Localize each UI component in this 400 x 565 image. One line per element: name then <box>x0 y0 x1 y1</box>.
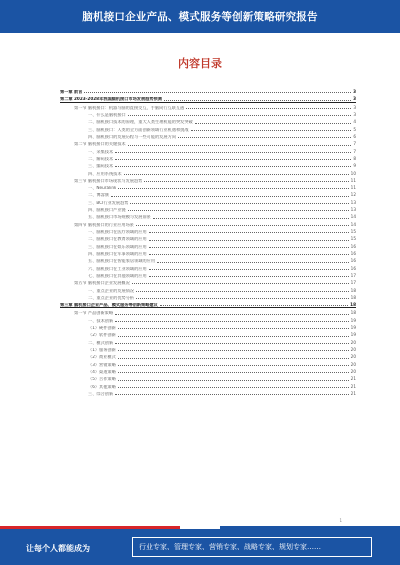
toc-entry[interactable] <box>60 190 356 197</box>
toc-entry[interactable] <box>60 345 356 352</box>
toc-entry-title: （6）其他策略 <box>88 384 116 389</box>
toc-entry-page: 7 <box>353 148 356 154</box>
toc-entry-page: 21 <box>350 383 356 389</box>
toc-entry[interactable] <box>60 316 356 323</box>
toc-entry[interactable] <box>60 367 356 374</box>
toc-entry-title: 第一节 脑机接口：机器与脑的直接交互，手脑同行互联互通 <box>74 105 185 110</box>
toc-entry-page: 16 <box>350 250 356 256</box>
toc-leader-dots <box>118 328 349 329</box>
toc-entry[interactable] <box>60 300 356 308</box>
toc-entry-title: 三、编码技术 <box>88 164 114 169</box>
toc-leader-dots <box>118 358 349 359</box>
toc-leader-dots <box>136 298 349 299</box>
toc-entry-title: 三、脑机接口：人类的全方面创新领域行业机遇和挑战 <box>88 127 189 132</box>
toc-entry-page: 4 <box>353 119 356 125</box>
toc-entry-page: 9 <box>353 163 356 169</box>
toc-entry-page: 20 <box>350 354 356 360</box>
toc-entry-title: 第一节 产品创新策略 <box>74 311 114 316</box>
toc-entry-title: 四、脑机接口在军事领域的应用 <box>88 251 147 256</box>
toc-entry-title: 二、解码技术 <box>88 156 114 161</box>
toc-entry[interactable] <box>60 285 356 292</box>
toc-leader-dots <box>118 188 348 189</box>
toc-entry-title: 六、脑机接口在工业领域的应用 <box>88 266 147 271</box>
toc-entry[interactable] <box>60 352 356 359</box>
toc-entry[interactable] <box>60 161 356 168</box>
toc-entry-title: （1）服务创新 <box>88 348 116 353</box>
toc-entry[interactable] <box>60 212 356 219</box>
toc-entry-title: 三、脑机接口在娱乐领域的应用 <box>88 244 147 249</box>
footer-bar <box>0 526 400 565</box>
toc-entry-page: 21 <box>350 390 356 396</box>
toc-entry[interactable] <box>60 176 356 183</box>
toc-entry-title: 一、采集技术 <box>88 149 114 154</box>
toc-entry-page: 14 <box>350 221 356 227</box>
toc-entry-title: 一、Neuralink <box>88 186 117 191</box>
toc-entry-page: 6 <box>353 133 356 139</box>
toc-entry[interactable] <box>60 323 356 330</box>
footer-slogan: 让每个人都能成为 <box>26 544 90 553</box>
toc-entry-title: 一、脑机接口在医疗领域的应用 <box>88 230 147 235</box>
toc-entry-title: （3）营销策略 <box>88 362 116 367</box>
toc-leader-dots <box>115 394 349 395</box>
toc-entry[interactable] <box>60 183 356 190</box>
toc-leader-dots <box>149 247 349 248</box>
toc-entry-title: （2）软件创新 <box>88 333 116 338</box>
toc-entry-page: 20 <box>350 368 356 374</box>
toc-entry-page: 3 <box>353 112 356 118</box>
toc-entry[interactable] <box>60 220 356 227</box>
toc-entry-title: （4）渠道策略 <box>88 369 116 374</box>
toc-entry[interactable] <box>60 308 356 315</box>
toc-entry-title: （2）商业模式 <box>88 355 116 360</box>
toc-leader-dots <box>195 123 352 124</box>
toc-entry-title: 五、脑机接口在智能家居领域的应用 <box>88 259 156 264</box>
toc-entry[interactable] <box>60 382 356 389</box>
toc-entry-page: 14 <box>350 214 356 220</box>
toc-leader-dots <box>164 100 351 101</box>
toc-entry[interactable] <box>60 278 356 285</box>
toc-entry[interactable] <box>60 271 356 278</box>
toc-entry-title: 三、综合创新 <box>88 391 114 396</box>
toc-leader-dots <box>149 269 349 270</box>
toc-entry[interactable] <box>60 205 356 212</box>
toc-entry-page: 20 <box>350 339 356 345</box>
toc-entry[interactable] <box>60 330 356 337</box>
toc-leader-dots <box>118 350 349 351</box>
toc-leader-dots <box>149 240 349 241</box>
toc-leader-dots <box>124 174 349 175</box>
toc-entry-page: 18 <box>350 294 356 300</box>
toc-entry-page: 13 <box>350 207 356 213</box>
toc-leader-dots <box>128 145 352 146</box>
toc-entry[interactable] <box>60 154 356 161</box>
report-title: 脑机接口企业产品、模式服务等创新策略研究报告 <box>82 11 318 23</box>
toc-leader-dots <box>178 137 351 138</box>
toc-entry[interactable] <box>60 264 356 271</box>
toc-leader-dots <box>115 314 349 315</box>
toc-leader-dots <box>191 130 352 131</box>
toc-leader-dots <box>149 276 349 277</box>
toc-entry[interactable] <box>60 249 356 256</box>
toc-entry-title: （5）合作策略 <box>88 377 116 382</box>
toc-entry-page: 19 <box>350 317 356 323</box>
toc-entry-page: 11 <box>350 177 356 183</box>
toc-entry-page: 13 <box>350 199 356 205</box>
page-number: 1 <box>339 518 342 523</box>
footer-slogan-box: 行业专家、管理专家、营销专家、战略专家、规划专家…… <box>132 537 372 557</box>
toc-entry-title: 二、模式创新 <box>88 340 114 345</box>
toc-entry[interactable] <box>60 139 356 146</box>
toc-entry[interactable] <box>60 389 356 396</box>
toc-entry[interactable] <box>60 360 356 367</box>
toc-entry-page: 11 <box>350 185 356 191</box>
toc-entry[interactable] <box>60 125 356 132</box>
toc-leader-dots <box>118 387 349 388</box>
toc-entry[interactable] <box>60 293 356 300</box>
toc-entry-page: 17 <box>350 272 356 278</box>
toc-entry[interactable] <box>60 147 356 154</box>
toc-entry-page: 15 <box>350 236 356 242</box>
toc-entry[interactable] <box>60 94 356 102</box>
toc-entry[interactable] <box>60 198 356 205</box>
toc-entry-page: 19 <box>350 332 356 338</box>
toc-entry-page: 19 <box>350 325 356 331</box>
toc-entry-title: 七、脑机接口在其他领域的应用 <box>88 273 147 278</box>
toc-entry-title: 二、重点企业的优势分析 <box>88 295 135 300</box>
report-header-bar <box>0 0 400 33</box>
toc-entry-page: 12 <box>350 192 356 198</box>
toc-entry[interactable] <box>60 227 356 234</box>
toc-entry[interactable] <box>60 132 356 139</box>
toc-entry-page: 7 <box>353 141 356 147</box>
toc-entry[interactable] <box>60 234 356 241</box>
toc-entry-page: 17 <box>350 280 356 286</box>
toc-leader-dots <box>136 225 349 226</box>
toc-entry-page: 16 <box>350 265 356 271</box>
toc-entry[interactable] <box>60 256 356 263</box>
toc-leader-dots <box>149 254 349 255</box>
page-title: 内容目录 <box>178 57 222 70</box>
toc-leader-dots <box>115 152 351 153</box>
toc-leader-dots <box>115 321 349 322</box>
toc-entry-page: 3 <box>353 96 356 102</box>
toc-entry[interactable] <box>60 168 356 175</box>
table-of-contents <box>60 87 356 396</box>
toc-entry-page: 18 <box>350 302 356 308</box>
toc-entry[interactable] <box>60 242 356 249</box>
toc-leader-dots <box>132 283 349 284</box>
toc-leader-dots <box>84 92 351 93</box>
toc-entry-page: 18 <box>350 287 356 293</box>
toc-entry-page: 21 <box>350 376 356 382</box>
toc-entry-title: 一、技术创新 <box>88 318 114 323</box>
toc-leader-dots <box>160 305 348 306</box>
toc-entry-title: 第二章 2023-2028年我国脑机接口市场发展趋势预测 <box>60 97 162 102</box>
toc-entry-title: 第四节 脑机接口的行业应用场景 <box>74 222 134 227</box>
toc-entry-page: 20 <box>350 347 356 353</box>
toc-leader-dots <box>118 380 349 381</box>
toc-leader-dots <box>157 262 349 263</box>
toc-entry-page: 8 <box>353 155 356 161</box>
toc-leader-dots <box>118 372 349 373</box>
toc-entry-title: （1）硬件创新 <box>88 326 116 331</box>
toc-entry-page: 15 <box>350 229 356 235</box>
toc-leader-dots <box>186 108 351 109</box>
toc-entry[interactable] <box>60 110 356 117</box>
toc-leader-dots <box>115 166 351 167</box>
toc-entry-title: 四、脑机接口产业链 <box>88 208 126 213</box>
toc-leader-dots <box>118 336 349 337</box>
footer-stripe <box>0 526 400 529</box>
toc-leader-dots <box>153 218 349 219</box>
toc-entry-title: 二、脑机接口在教育领域的应用 <box>88 237 147 242</box>
toc-entry[interactable] <box>60 374 356 381</box>
toc-entry-page: 16 <box>350 258 356 264</box>
toc-entry[interactable] <box>60 87 356 94</box>
toc-entry[interactable] <box>60 338 356 345</box>
toc-entry-title: 五、脑机接口市场规模与发展前景 <box>88 215 151 220</box>
toc-entry-title: 二、博睿康 <box>88 193 109 198</box>
toc-leader-dots <box>149 232 349 233</box>
toc-leader-dots <box>130 203 348 204</box>
toc-entry[interactable] <box>60 117 356 124</box>
toc-entry-title: 第一章 前言 <box>60 90 83 95</box>
toc-leader-dots <box>128 210 349 211</box>
toc-leader-dots <box>144 181 348 182</box>
toc-entry-page: 20 <box>350 361 356 367</box>
toc-entry-page: 18 <box>350 310 356 316</box>
toc-leader-dots <box>136 291 349 292</box>
toc-entry-title: 一、什么是脑机接口 <box>88 113 126 118</box>
toc-entry-page: 10 <box>350 170 356 176</box>
toc-entry-title: 四、脑机接口的发展历程与一些可能的发展方向 <box>88 134 176 139</box>
toc-entry-page: 3 <box>353 104 356 110</box>
toc-entry-title: 二、脑机接口技术的原理，重大人类生理机能的突发突破 <box>88 120 193 125</box>
toc-entry-title: 一、重点企业的发展情况 <box>88 288 135 293</box>
toc-leader-dots <box>128 115 352 116</box>
toc-entry-title: 四、应用系统技术 <box>88 171 122 176</box>
toc-entry-title: 第三章 脑机接口企业产品、模式服务等创新策略建议 <box>60 303 158 308</box>
toc-leader-dots <box>115 159 351 160</box>
toc-entry-title: 三、BCI行业发展趋势 <box>88 200 129 205</box>
toc-entry[interactable] <box>60 103 356 110</box>
toc-entry-title: 第五节 脑机接口企业发展概况 <box>74 281 130 286</box>
toc-leader-dots <box>118 365 349 366</box>
toc-entry-page: 16 <box>350 243 356 249</box>
toc-entry-page: 3 <box>353 89 356 95</box>
toc-entry-title: 第二节 脑机接口的关键技术 <box>74 142 126 147</box>
toc-leader-dots <box>111 196 349 197</box>
toc-entry-page: 5 <box>353 126 356 132</box>
toc-entry-title: 第三节 脑机接口市场现状与发展趋势 <box>74 178 143 183</box>
toc-leader-dots <box>115 343 349 344</box>
